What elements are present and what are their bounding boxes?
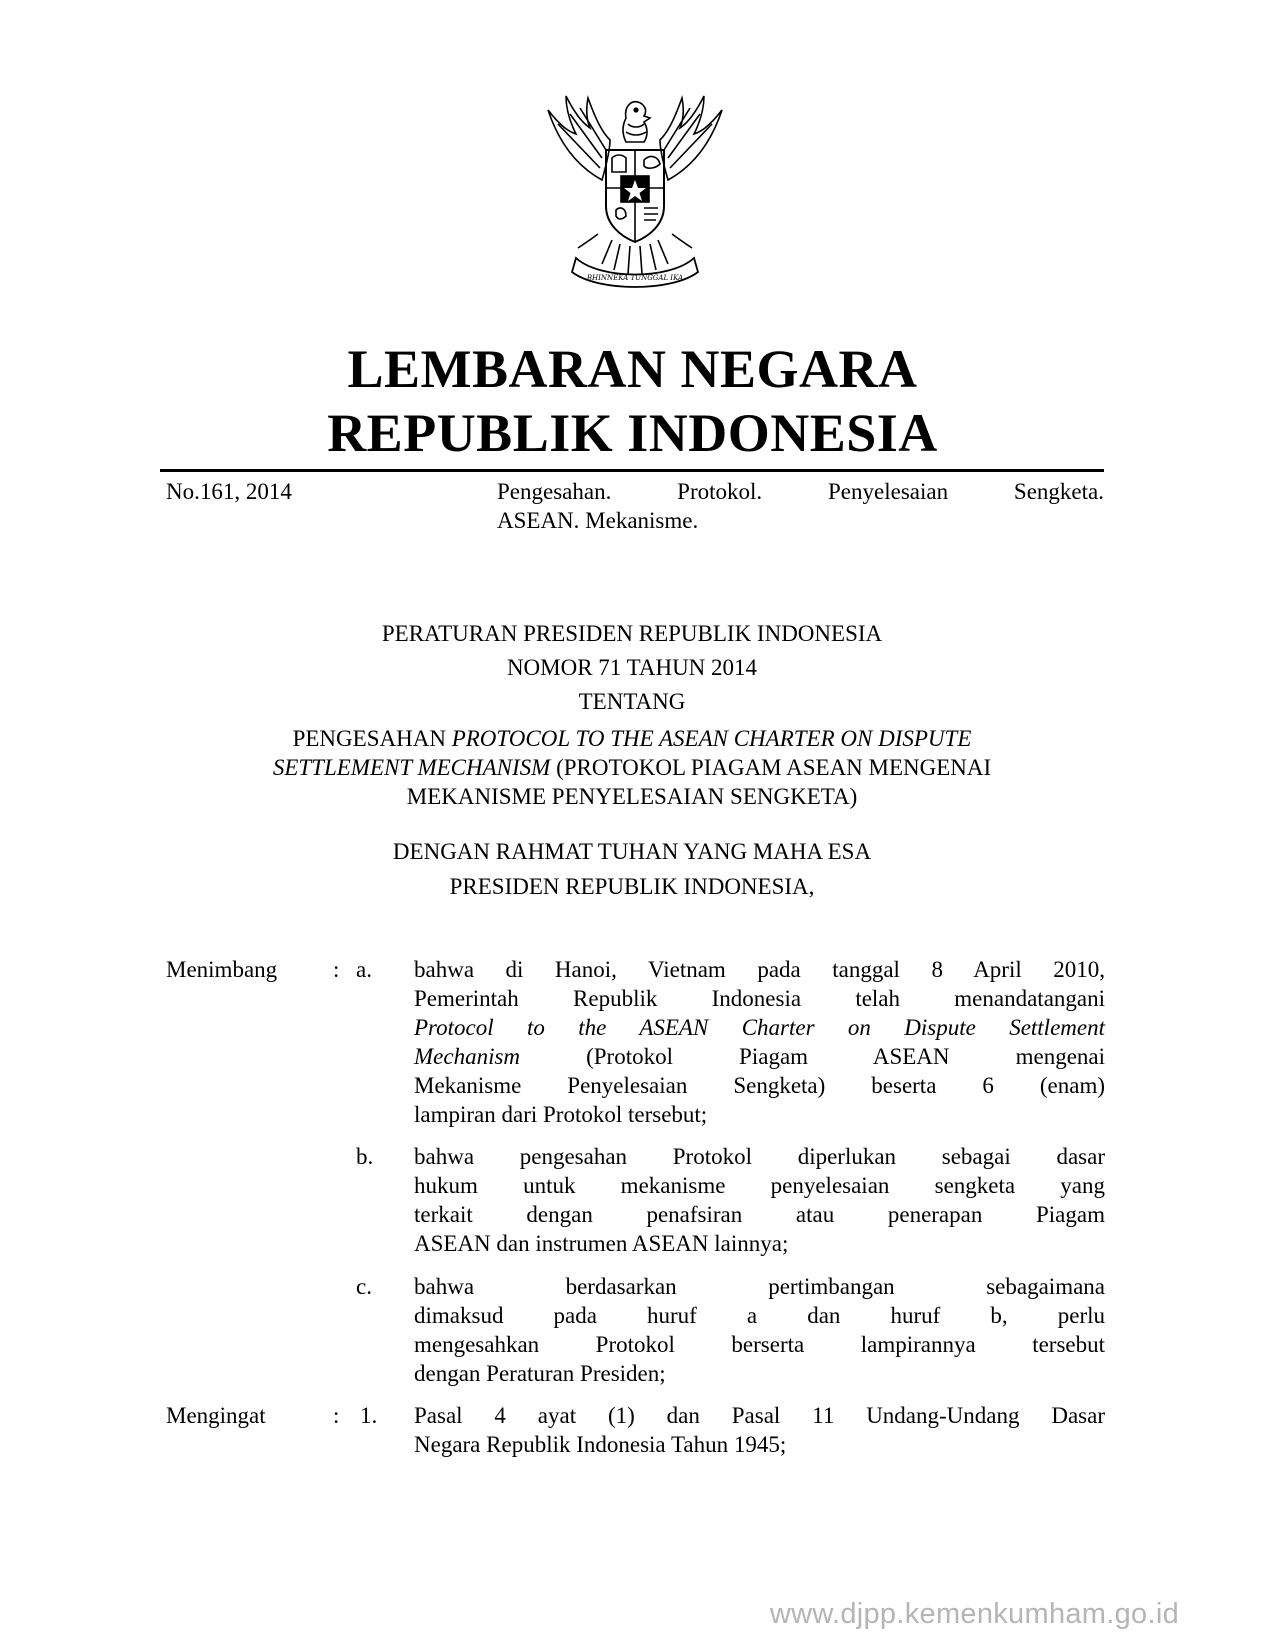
item-line: terkait dengan penafsiran atau penerapan Piagam <box>414 1202 1105 1227</box>
title-suffix: (PROTOKOL PIAGAM ASEAN MENGENAI <box>550 755 992 780</box>
title-italic-part: PROTOCOL TO THE ASEAN CHARTER ON DISPUTE <box>451 726 972 751</box>
item-line: Pasal 4 ayat (1) dan Pasal 11 Undang-Undang Dasar <box>414 1403 1105 1428</box>
masthead-divider <box>160 469 1104 472</box>
masthead-line-1: LEMBARAN NEGARA <box>347 339 918 399</box>
considering-item-marker: c. <box>356 1274 372 1299</box>
italic-text: Mechanism <box>414 1044 521 1069</box>
masthead-line-2: REPUBLIK INDONESIA <box>327 403 938 463</box>
item-line: bahwa berdasarkan pertimbangan sebagaimana <box>414 1274 1105 1299</box>
source-watermark: www.djpp.kemenkumham.go.id <box>769 1598 1179 1630</box>
item-line: Mekanisme Penyelesaian Sengketa) beserta 6 (enam) <box>414 1073 1105 1098</box>
item-line: ASEAN dan instrumen ASEAN lainnya; <box>414 1231 789 1256</box>
regulation-title-line: MEKANISME PENYELESAIAN SENGKETA) <box>406 784 858 809</box>
recalling-item-1 <box>414 1401 1105 1459</box>
regulation-number: NOMOR 71 TAHUN 2014 <box>506 655 758 680</box>
recalling-item-marker: 1. <box>360 1403 378 1428</box>
considering-item-marker: a. <box>356 957 372 982</box>
item-line: Pemerintah Republik Indonesia telah menandatangani <box>414 986 1105 1011</box>
item-line <box>414 1042 1105 1071</box>
gazette-subject-line: ASEAN. Mekanisme. <box>497 508 699 533</box>
emblem-motto: BHINNEKA TUNGGAL IKA <box>586 274 684 282</box>
considering-item-a <box>414 955 1105 1129</box>
regulation-title <box>160 724 1104 811</box>
considering-colon: : <box>333 957 340 982</box>
item-line: dimaksud pada huruf a dan huruf b, perlu <box>414 1303 1105 1328</box>
considering-label: Menimbang <box>166 957 278 982</box>
considering-item-marker: b. <box>356 1144 374 1169</box>
item-line: hukum untuk mekanisme penyelesaian sengketa yang <box>414 1173 1105 1198</box>
item-line: lampiran dari Protokol tersebut; <box>414 1102 708 1127</box>
regulation-invocation: DENGAN RAHMAT TUHAN YANG MAHA ESA <box>392 839 872 864</box>
gazette-subject <box>497 477 1104 535</box>
title-italic-part: SETTLEMENT MECHANISM <box>272 755 551 780</box>
title-prefix: PENGESAHAN <box>292 726 452 751</box>
item-line: bahwa pengesahan Protokol diperlukan sebagai dasar <box>414 1144 1105 1169</box>
regulation-authority: PRESIDEN REPUBLIK INDONESIA, <box>449 874 815 899</box>
item-line: mengesahkan Protokol berserta lampirannya tersebut <box>414 1332 1105 1357</box>
regulation-title-line <box>160 724 1104 753</box>
item-line: bahwa di Hanoi, Vietnam pada tanggal 8 April 2010, <box>414 957 1105 982</box>
garuda-pancasila-emblem-icon <box>540 88 730 296</box>
recalling-label: Mengingat <box>166 1403 266 1428</box>
item-line <box>414 1013 1105 1042</box>
italic-text: Protocol to the ASEAN Charter on Dispute Settlement <box>414 1015 1105 1040</box>
considering-item-b <box>414 1142 1105 1258</box>
regulation-heading: PERATURAN PRESIDEN REPUBLIK INDONESIA <box>381 621 883 646</box>
regulation-title-line <box>160 753 1104 782</box>
gazette-subject-line: Pengesahan. Protokol. Penyelesaian Sengketa. <box>497 479 1104 504</box>
recalling-colon: : <box>333 1403 340 1428</box>
item-line: Negara Republik Indonesia Tahun 1945; <box>414 1432 787 1457</box>
gazette-number: No.161, 2014 <box>166 479 292 504</box>
regulation-about: TENTANG <box>578 689 686 714</box>
item-line-rest: (Protokol Piagam ASEAN mengenai <box>520 1044 1105 1069</box>
item-line: dengan Peraturan Presiden; <box>414 1361 666 1386</box>
considering-item-c <box>414 1272 1105 1388</box>
